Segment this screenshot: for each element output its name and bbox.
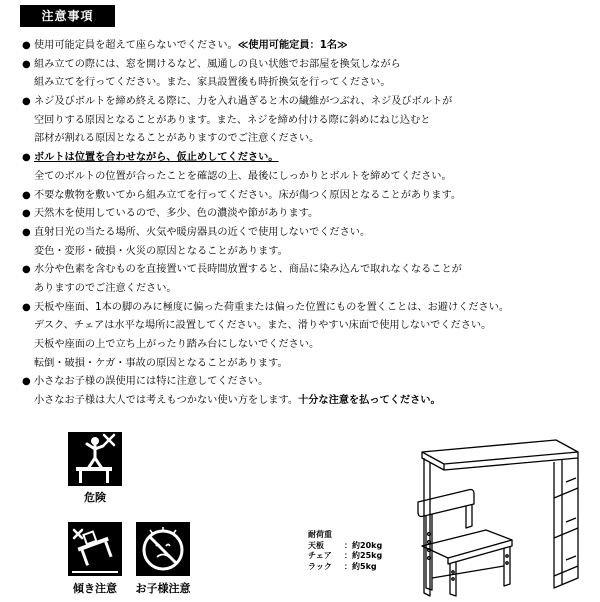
desk-and-chair-illustration — [408, 438, 588, 598]
tipping-desk-icon — [68, 522, 122, 576]
load-capacity-title: 耐荷重 — [308, 530, 332, 539]
caution-text: 水分や色素を含むものを直接置いて長時間放置すると、商品に染み込んで取れなくなることが — [34, 264, 462, 276]
load-row — [308, 541, 382, 552]
load-value: ：約5kg — [344, 561, 377, 571]
child-caution-caption: お子様注意 — [135, 582, 191, 595]
caution-text: 十分な注意を払ってください。 — [298, 395, 441, 407]
person-standing-on-desk-icon — [68, 432, 122, 486]
load-label: ラック — [308, 561, 332, 571]
caution-text: 直射日光の当たる場所、火気や暖房器具の近くで使用しないでください。 — [34, 226, 371, 238]
load-value: ：約25kg — [344, 551, 383, 560]
caution-text: 組み立てを行ってください。また、家具設置後も時折換気を行ってください。 — [34, 77, 391, 89]
crying-child-prohibited-icon — [136, 522, 190, 576]
load-row — [308, 551, 382, 562]
caution-text: 小さなお子様は大人では考えもつかない使い方をします。 — [34, 395, 299, 407]
caution-text: 部材が割れる原因となることがありますのでご注意ください。 — [34, 133, 320, 145]
caution-text: 小さなお子様の誤使用には特に注意してください。 — [34, 376, 269, 388]
caution-text: 組み立ての際には、窓を開けるなど、風通しの良い状態でお部屋を換気しながら — [34, 58, 401, 70]
caution-text: ネジ及びボルトを締め終える際に、力を入れ過ぎると木の繊維がつぶれ、ネジ及びボルトが — [34, 96, 453, 108]
caution-item — [22, 56, 592, 75]
tilt-caution-caption: 傾き注意 — [73, 582, 117, 595]
load-value: ：約20kg — [344, 540, 383, 550]
caution-item — [22, 205, 592, 224]
caution-text: 不要な敷物を敷いてから組み立てを行ってください。床が傷つく原因となることがあります。 — [34, 189, 462, 201]
caution-text: 変色・変形・破損・火災の原因となることがあります。 — [34, 245, 288, 257]
caution-text: 天板や座面、1本の脚のみに極度に偏った荷重または偏った位置にものを置くことは、お避けください。 — [34, 301, 510, 313]
load-label: チェア — [308, 551, 332, 560]
caution-text: 天然木を使用しているので、多少、色の濃淡や節があります。 — [34, 208, 319, 220]
caution-item — [22, 93, 592, 112]
caution-text: ≪使用可能定員：1名≫ — [237, 40, 348, 51]
caution-item — [22, 299, 592, 318]
caution-item — [22, 373, 592, 392]
caution-text: デスク、チェアは水平な場所に設置してください。また、滑りやすい床面で使用しないでください。 — [34, 320, 492, 332]
caution-item-continuation — [22, 355, 592, 374]
load-row — [308, 562, 382, 573]
caution-text: 使用可能定員を超えて座らないでください。 — [34, 40, 238, 51]
caution-item-continuation — [22, 243, 592, 262]
caution-item-continuation — [22, 168, 592, 187]
caution-item — [22, 37, 592, 56]
caution-item — [22, 224, 592, 243]
caution-item-continuation — [22, 130, 592, 149]
caution-item-continuation — [22, 112, 592, 131]
caution-item-continuation — [22, 280, 592, 299]
caution-item — [22, 261, 592, 280]
caution-item-continuation — [22, 317, 592, 336]
danger-caption: 危険 — [84, 491, 106, 504]
caution-text: 空回りする原因となることがあります。また、ネジを締め付ける際に斜めにねじ込むと — [34, 114, 431, 126]
caution-item-continuation — [22, 336, 592, 355]
caution-text: 全てのボルトの位置が合ったことを確認の上、最後にしっかりとボルトを締めてください。 — [34, 170, 452, 182]
caution-text: 天板や座面の上で立ち上がったり踏み台にしないでください。 — [34, 339, 320, 350]
caution-list — [22, 37, 592, 411]
load-capacity — [308, 530, 382, 572]
caution-text: ありますのでご注意ください。 — [34, 282, 177, 294]
section-title: 注意事項 — [20, 5, 115, 27]
caution-item — [22, 149, 592, 168]
caution-item-continuation — [22, 74, 592, 93]
caution-item-continuation — [22, 392, 592, 411]
load-label: 天板 — [308, 540, 324, 550]
caution-text: 転倒・破損・ケガ・事故の原因となることがあります。 — [34, 357, 288, 369]
caution-text: ボルトは位置を合わせながら、仮止めしてください。 — [34, 152, 279, 164]
caution-item — [22, 187, 592, 206]
